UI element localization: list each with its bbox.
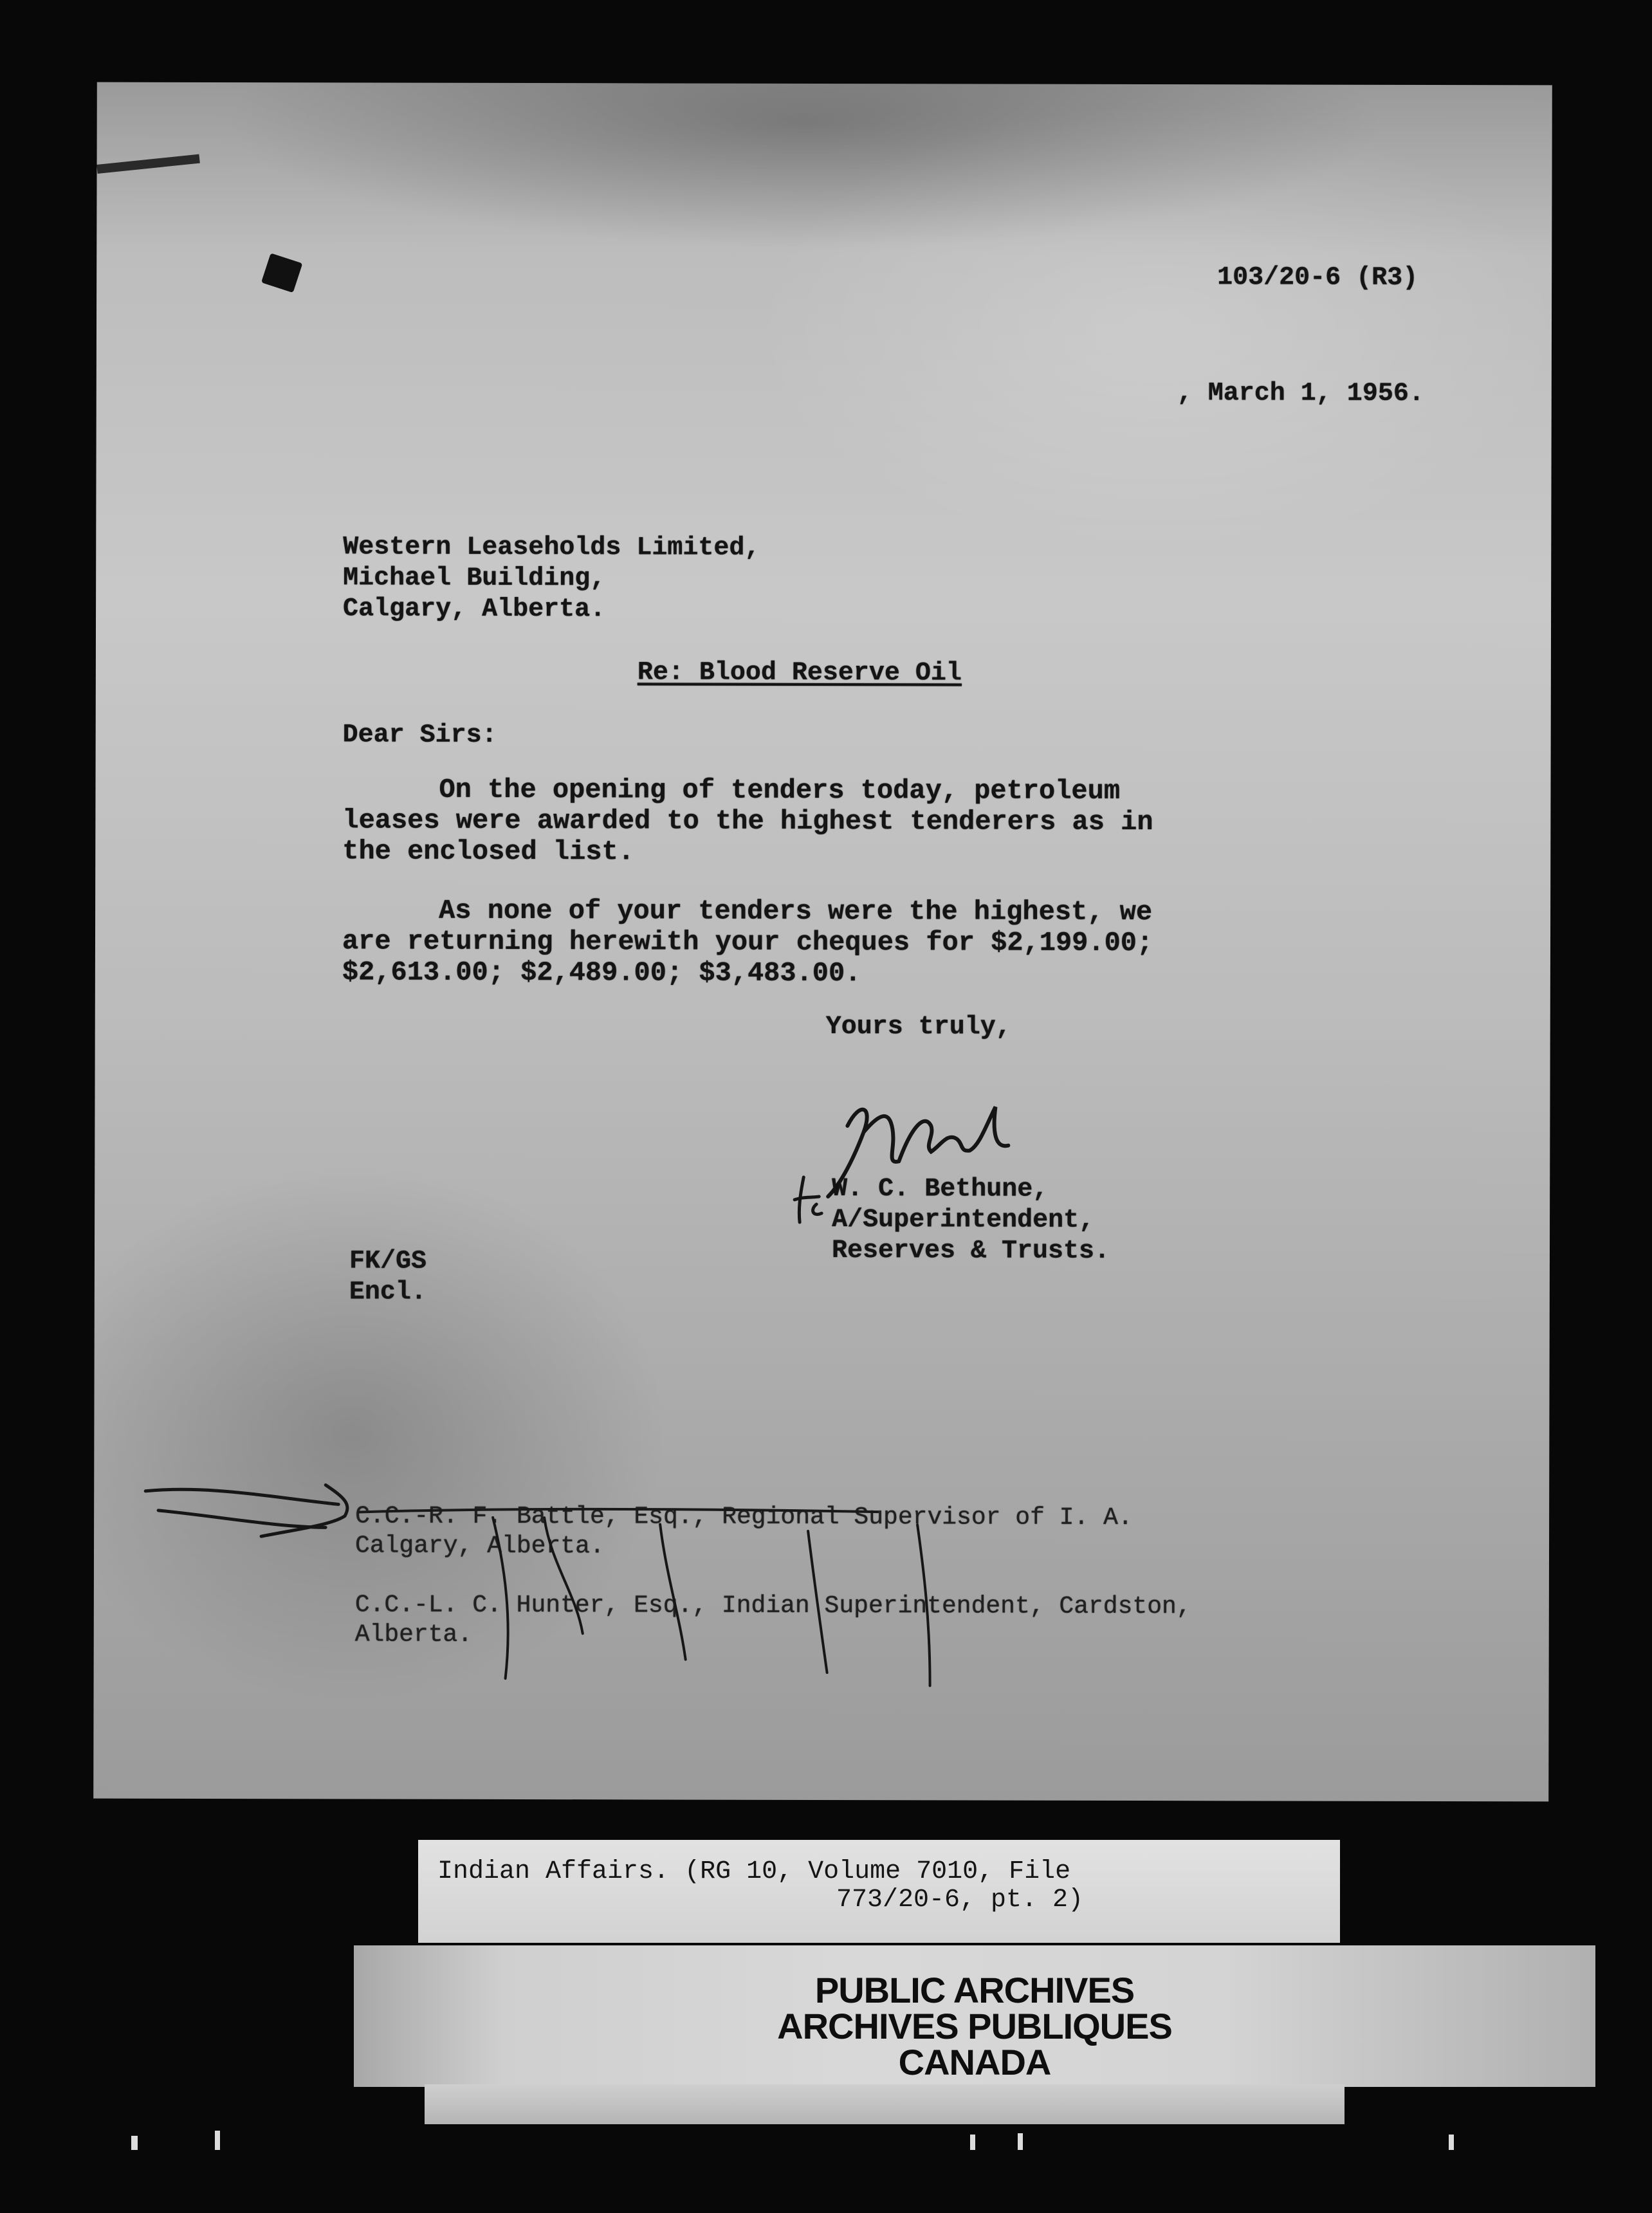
archive-reference-label	[418, 1840, 1340, 1943]
archive-stamp-strip	[354, 1945, 1595, 2087]
film-edge-mark	[1018, 2133, 1023, 2150]
signatory-name: W. C. Bethune,	[832, 1175, 1049, 1204]
paragraph-2-line-2: are returning herewith your cheques for $2,199.00;	[342, 926, 1153, 959]
cc-1-line-2: Calgary, Alberta.	[354, 1532, 605, 1561]
film-edge-mark	[215, 2131, 220, 2150]
stamp-line-3: CANADA	[898, 2042, 1051, 2082]
enclosure-note: Encl.	[349, 1278, 427, 1307]
paragraph-1-line-3: the enclosed list.	[342, 836, 635, 868]
punch-hole-mark	[261, 253, 302, 293]
paragraph-1-line-1: On the opening of tenders today, petroleum	[439, 774, 1121, 807]
reference-initials: FK/GS	[349, 1247, 427, 1276]
film-edge-mark	[131, 2136, 138, 2150]
cc-2-line-1: C.C.-L. C. Hunter, Esq., Indian Superintendent, Cardston,	[354, 1591, 1191, 1621]
cc-2-line-2: Alberta.	[354, 1621, 473, 1649]
recipient-street: Michael Building,	[343, 564, 606, 594]
recipient-city: Calgary, Alberta.	[343, 594, 606, 625]
signatory-title: A/Superintendent,	[832, 1206, 1095, 1235]
archive-stamp-strip-lower	[425, 2084, 1345, 2124]
paragraph-2-line-3: $2,613.00; $2,489.00; $3,483.00.	[342, 957, 861, 989]
paragraph-1-line-2: leases were awarded to the highest tenderers as in	[342, 805, 1153, 838]
handwritten-arrow-marks	[132, 1465, 1097, 1712]
letter-date: , March 1, 1956.	[1177, 379, 1424, 409]
archive-reference-line-1: Indian Affairs. (RG 10, Volume 7010, File	[437, 1857, 1071, 1886]
paragraph-2-line-1: As none of your tenders were the highest, we	[439, 895, 1153, 928]
closing: Yours truly,	[825, 1013, 1011, 1042]
film-edge-mark	[1449, 2135, 1454, 2150]
subject-line: Re: Blood Reserve Oil	[637, 658, 962, 688]
archive-reference-line-2: 773/20-6, pt. 2)	[836, 1886, 1084, 1915]
for-mark	[791, 1171, 829, 1229]
recipient-name: Western Leaseholds Limited,	[343, 533, 760, 563]
stamp-line-2: ARCHIVES PUBLIQUES	[777, 2006, 1172, 2046]
film-edge-mark	[970, 2135, 975, 2150]
cc-1-line-1: C.C.-R. F. Battle, Esq., Regional Supervisor of I. A.	[355, 1502, 1133, 1532]
edge-blot	[96, 154, 200, 174]
salutation: Dear Sirs:	[342, 721, 497, 750]
file-number: 103/20-6 (R3)	[1217, 263, 1418, 293]
stamp-line-1: PUBLIC ARCHIVES	[814, 1970, 1135, 2010]
signatory-department: Reserves & Trusts.	[831, 1236, 1110, 1266]
letter-sheet	[93, 82, 1552, 1802]
